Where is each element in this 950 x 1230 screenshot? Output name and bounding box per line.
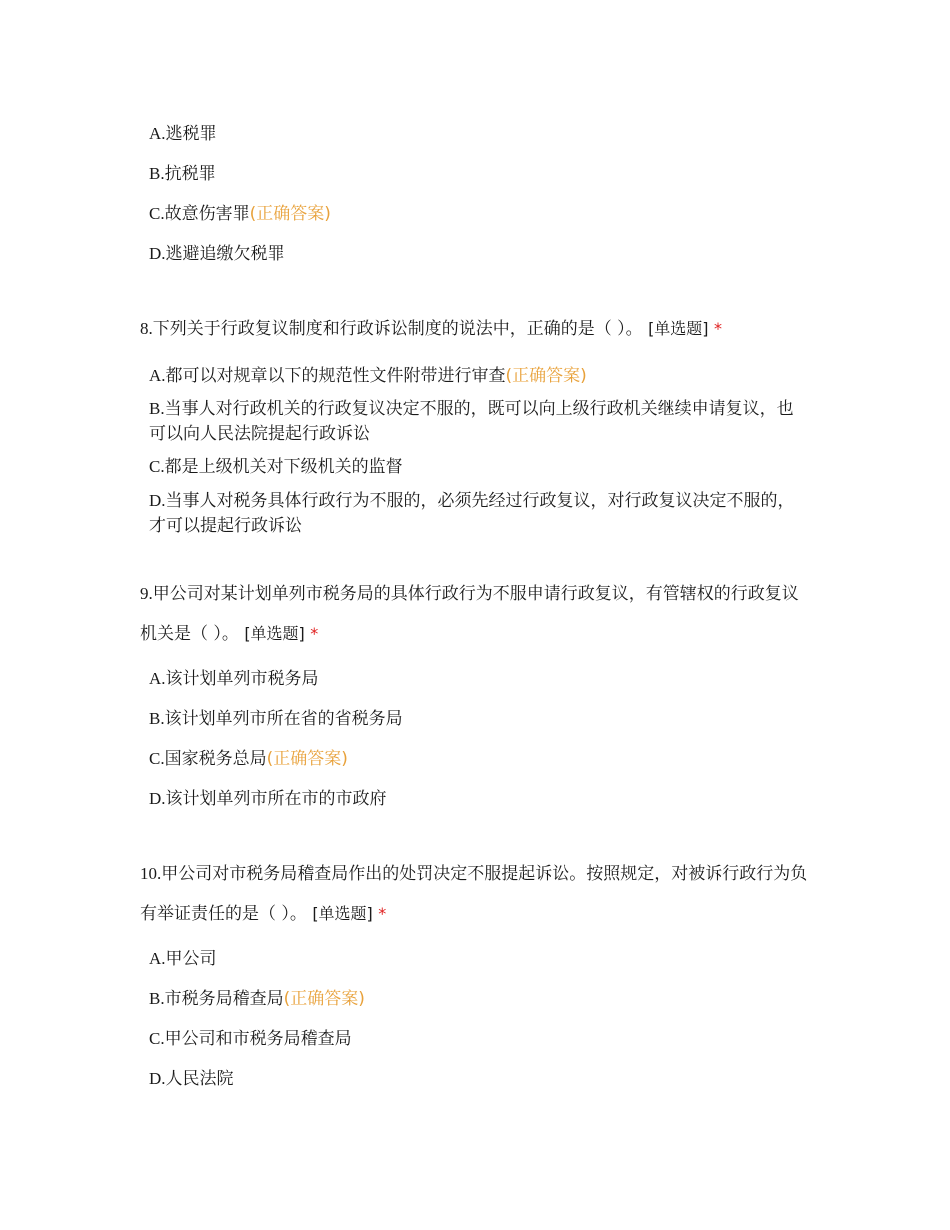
question-number: 8. — [140, 319, 153, 338]
q7-option-d — [149, 241, 809, 267]
option-text: 甲公司 — [165, 949, 217, 969]
q8-option-d — [149, 488, 809, 539]
required-marker: * — [713, 319, 722, 338]
option-letter: A. — [149, 124, 166, 143]
required-marker: * — [310, 624, 319, 643]
option-text: 都可以对规章以下的规范性文件附带进行审查 — [165, 366, 506, 386]
q10-option-d — [149, 1066, 809, 1092]
option-text: 甲公司和市税务局稽查局 — [164, 1029, 352, 1049]
option-letter: D. — [149, 1069, 166, 1088]
option-letter: B. — [149, 399, 165, 418]
option-letter: B. — [149, 989, 165, 1008]
option-text: 抗税罪 — [164, 164, 216, 184]
q7-option-a — [149, 121, 809, 147]
option-text: 国家税务总局 — [164, 749, 267, 769]
option-letter: B. — [149, 164, 165, 183]
option-text: 故意伤害罪 — [164, 204, 250, 224]
option-text: 该计划单列市所在省的省税务局 — [164, 709, 403, 729]
question-text: 甲公司对市税务局稽查局作出的处罚决定不服提起诉讼。按照规定，对被诉行政行为负有举证责任的是（ ）。 — [140, 864, 808, 924]
option-letter: A. — [149, 949, 166, 968]
option-letter: C. — [149, 1029, 165, 1048]
required-marker: * — [378, 904, 387, 923]
q8-option-a — [149, 363, 809, 389]
q10-option-a — [149, 946, 809, 972]
option-text: 当事人对行政机关的行政复议决定不服的，既可以向上级行政机关继续申请复议，也可以向人民法院提起行政诉讼 — [149, 399, 794, 444]
correct-answer-tag: (正确答案) — [249, 204, 331, 224]
question-text: 下列关于行政复议制度和行政诉讼制度的说法中，正确的是（ ）。 — [152, 319, 643, 339]
question-type: [单选题] — [312, 904, 373, 923]
question-type: [单选题] — [648, 319, 709, 338]
q9-option-a — [149, 666, 809, 692]
option-letter: C. — [149, 749, 165, 768]
option-text: 逃税罪 — [165, 124, 217, 144]
q10-option-b — [149, 986, 809, 1012]
q8-option-b — [149, 396, 809, 447]
option-letter: C. — [149, 457, 165, 476]
option-letter: B. — [149, 709, 165, 728]
q9-question — [140, 574, 812, 654]
option-text: 人民法院 — [165, 1069, 234, 1089]
q10-option-c — [149, 1026, 809, 1052]
question-type: [单选题] — [244, 624, 305, 643]
q7-option-b — [149, 161, 809, 187]
option-letter: A. — [149, 366, 166, 385]
question-text: 甲公司对某计划单列市税务局的具体行政行为不服申请行政复议，有管辖权的行政复议机关是（ ）。 — [140, 584, 799, 644]
q9-option-d — [149, 786, 809, 812]
correct-answer-tag: (正确答案) — [505, 366, 587, 386]
option-text: 市税务局稽查局 — [164, 989, 284, 1009]
q10-question — [140, 854, 812, 934]
option-letter: C. — [149, 204, 165, 223]
option-text: 逃避追缴欠税罪 — [165, 244, 285, 264]
option-letter: D. — [149, 491, 166, 510]
question-number: 10. — [140, 864, 162, 883]
option-text: 该计划单列市所在市的市政府 — [165, 789, 387, 809]
question-number: 9. — [140, 584, 153, 603]
option-letter: D. — [149, 789, 166, 808]
option-letter: A. — [149, 669, 166, 688]
correct-answer-tag: (正确答案) — [283, 989, 365, 1009]
q9-option-b — [149, 706, 809, 732]
correct-answer-tag: (正确答案) — [266, 749, 348, 769]
option-text: 当事人对税务具体行政行为不服的，必须先经过行政复议，对行政复议决定不服的，才可以提起行政诉讼 — [149, 491, 795, 536]
q8-question — [140, 309, 812, 349]
option-text: 都是上级机关对下级机关的监督 — [164, 457, 403, 477]
q8-option-c — [149, 454, 809, 480]
option-letter: D. — [149, 244, 166, 263]
q7-option-c — [149, 201, 809, 227]
option-text: 该计划单列市税务局 — [165, 669, 319, 689]
q9-option-c — [149, 746, 809, 772]
